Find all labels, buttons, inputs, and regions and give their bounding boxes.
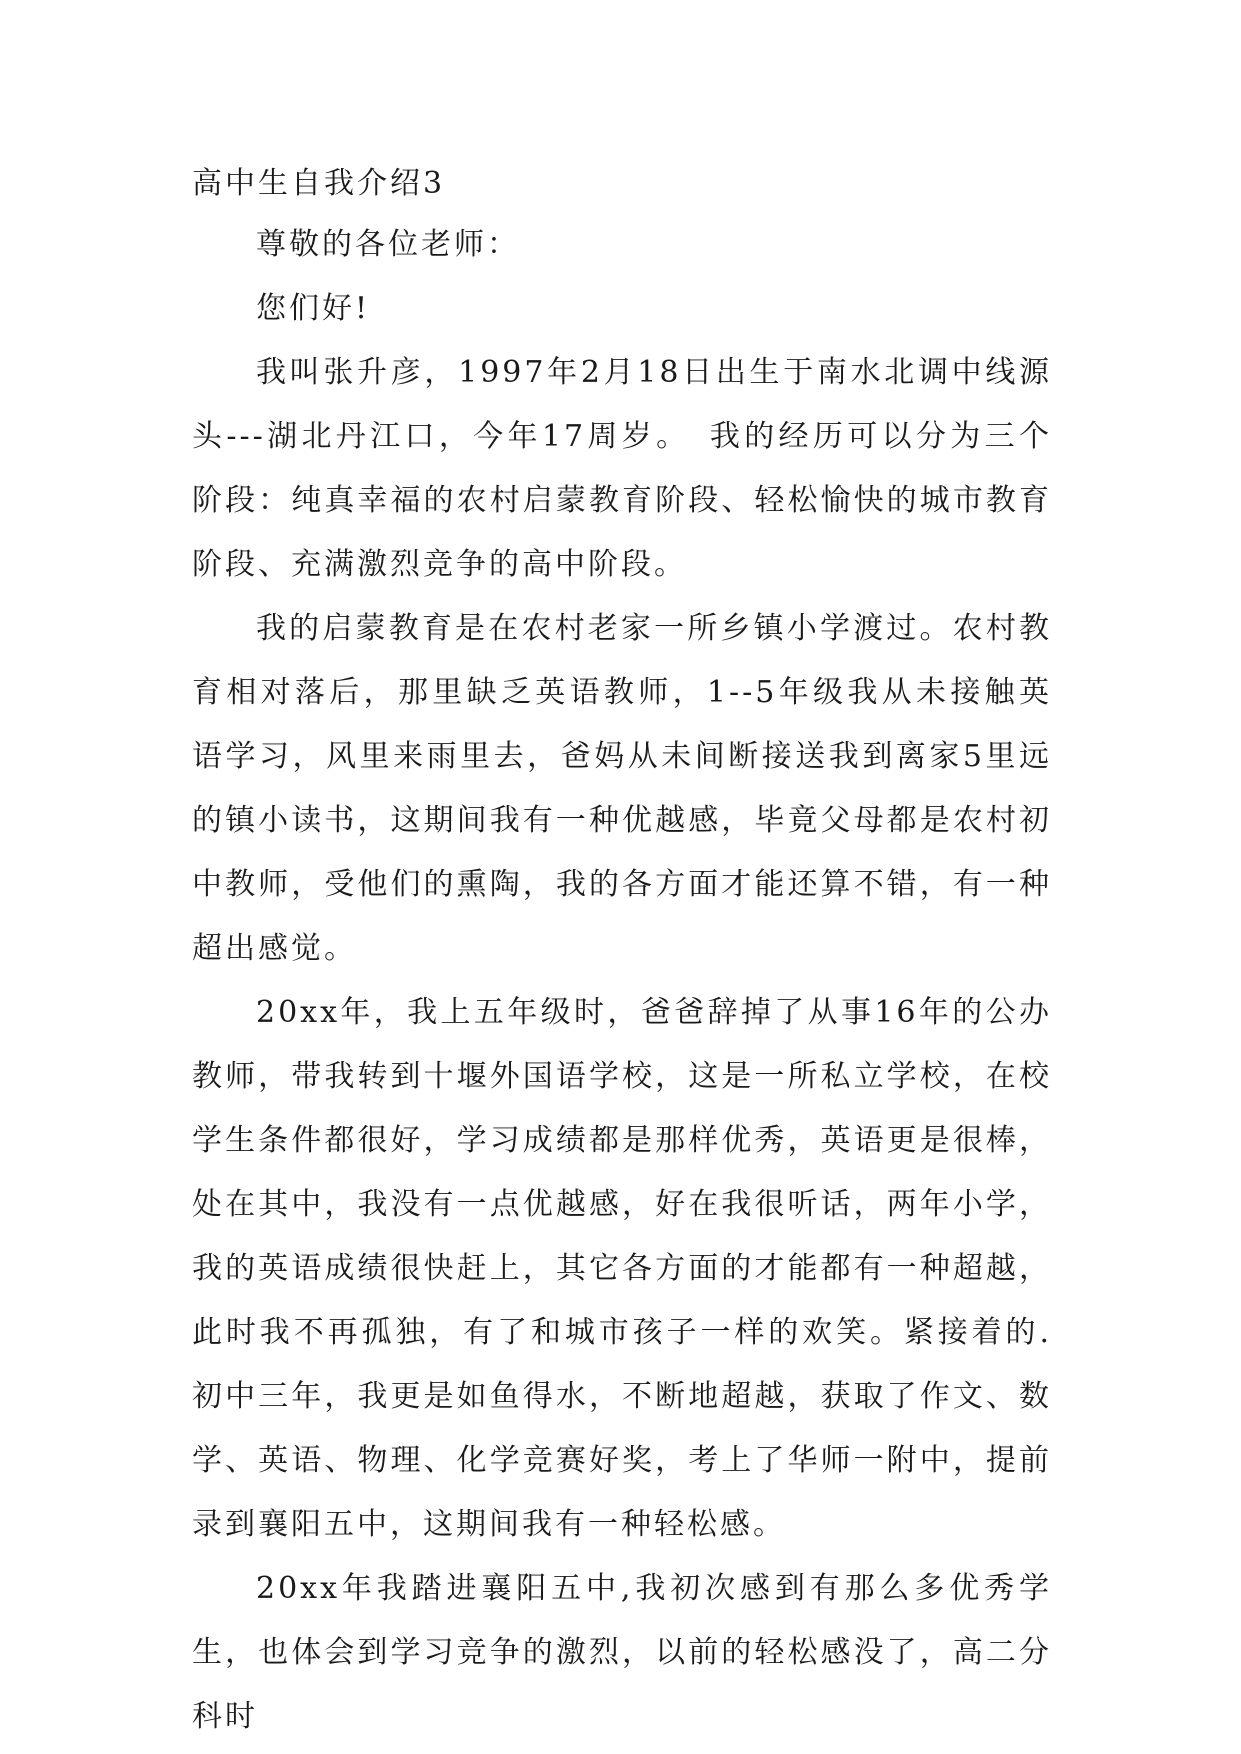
paragraph-3: 20xx年，我上五年级时，爸爸辞掉了从事16年的公办教师，带我转到十堰外国语学校，这是一所私立学校，在校学生条件都很好，学习成绩都是那样优秀，英语更是很棒，处在其中，我没有一点优越感，好在我很听话，两年小学，我的英语成绩很快赶上，其它各方面的才能都有一种超越，此时我不再孤独，有了和城市孩子一样的欢笑。紧接着的.初中三年，我更是如鱼得水，不断地超越，获取了作文、数学、英语、物理、化学竞赛好奖，考上了华师一附中，提前录到襄阳五中，这期间我有一种轻松感。 [192,995,1052,1542]
greeting: 您们好! [256,291,371,326]
paragraph-1: 我叫张升彦，1997年2月18日出生于南水北调中线源头---湖北丹江口，今年17周岁。 我的经历可以分为三个阶段：纯真幸福的农村启蒙教育阶段、轻松愉快的城市教育阶段、充满激烈竞争的高中阶段。 [192,355,1052,582]
document-body [192,155,1052,1749]
salutation: 尊敬的各位老师： [256,227,520,262]
paragraph-2: 我的启蒙教育是在农村老家一所乡镇小学渡过。农村教育相对落后，那里缺乏英语教师，1--5年级我从未接触英语学习，风里来雨里去，爸妈从未间断接送我到离家5里远的镇小读书，这期间我有一种优越感，毕竟父母都是农村初中教师，受他们的熏陶，我的各方面才能还算不错，有一种超出感觉。 [192,611,1052,966]
paragraph-4: 20xx年我踏进襄阳五中,我初次感到有那么多优秀学生，也体会到学习竞争的激烈，以前的轻松感没了，高二分科时 [192,1571,1052,1734]
document-title: 高中生自我介绍3 [192,166,446,201]
